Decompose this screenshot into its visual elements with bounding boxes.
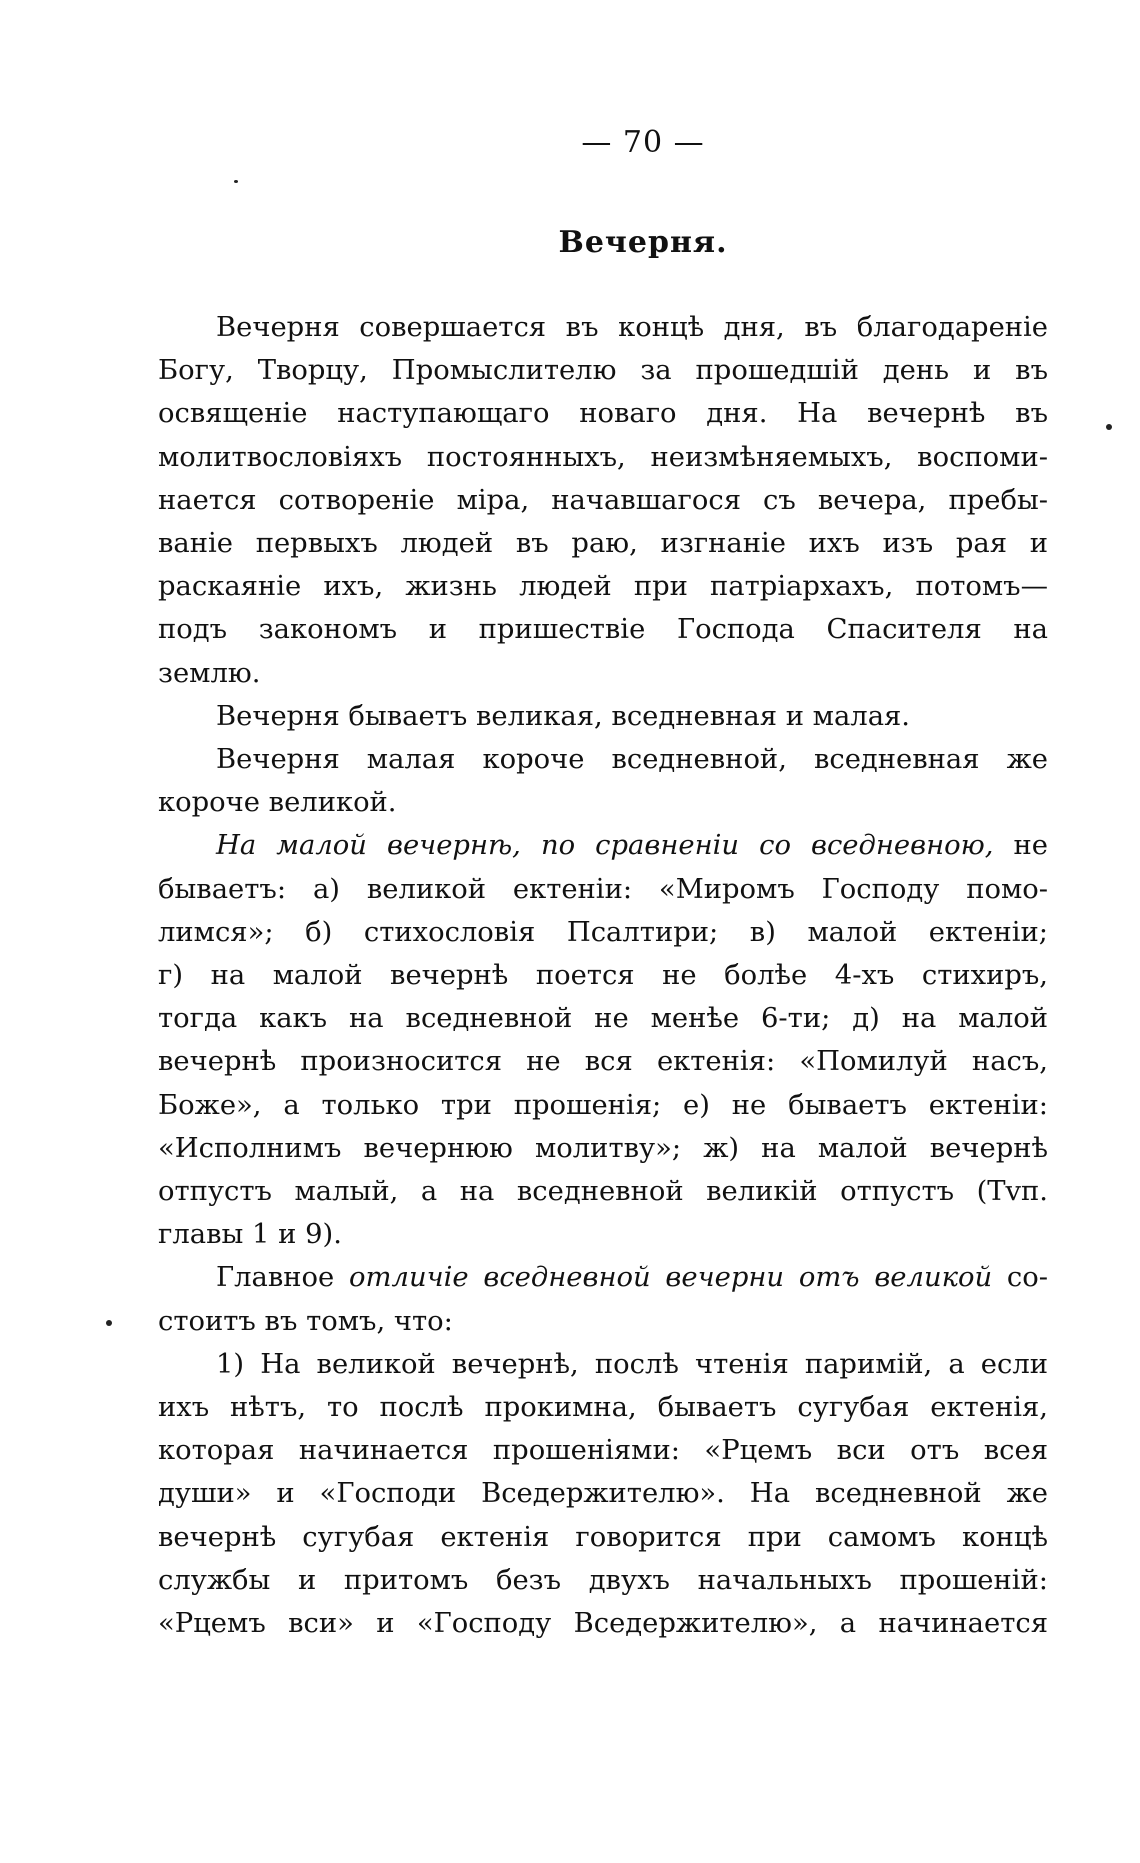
text-line: главы 1 и 9). [158,1219,342,1251]
page-number: — 70 — [581,125,705,160]
paragraph-5 [158,1256,1048,1342]
text-line: бываетъ: а) великой ектеніи: «Миромъ Господу помо- [158,873,1048,905]
scan-speck [234,180,238,183]
text-fragment: не [993,830,1048,862]
text-line: Боже», а только три прошенія; е) не бываетъ ектеніи: [158,1089,1048,1121]
text-line [158,1256,1048,1299]
text-line: Вечерня совершается въ концѣ дня, въ благодареніе [216,312,1048,343]
text-line: короче великой. [158,787,397,819]
paragraph-3 [158,738,1048,824]
text-fragment: со- [992,1262,1048,1294]
text-line: подъ закономъ и пришествіе Господа Спасителя на [158,614,1048,646]
text-line: вечернѣ произносится не вся ектенія: «Помилуй насъ, [158,1046,1048,1078]
text-line: Вечерня бываетъ великая, вседневная и малая. [216,700,911,732]
text-line: освященіе наступающаго новаго дня. На вечернѣ въ [158,398,1048,430]
text-line: вечернѣ сугубая ектенія говорится при самомъ концѣ [158,1521,1048,1553]
text-line: «Рцемъ вси» и «Господу Вседержителю», а начинается [158,1608,1048,1640]
text-line: ихъ нѣтъ, то послѣ прокимна, бываетъ сугубая ектенія, [158,1392,1048,1424]
text-fragment: Главное [216,1262,350,1294]
text-line: стоитъ въ томъ, что: [158,1305,453,1337]
text-line: отпустъ малый, а на вседневной великій отпустъ (Тvп. [158,1176,1048,1208]
text-line: которая начинается прошеніями: «Рцемъ вси отъ всея [158,1435,1048,1467]
body-text [158,306,1048,1645]
text-line: тогда какъ на вседневной не менѣе 6-ти; д) на малой [158,1003,1048,1035]
text-line: «Исполнимъ вечернюю молитву»; ж) на малой вечернѣ [158,1132,1048,1164]
text-line: души» и «Господи Вседержителю». На вседневной же [158,1478,1048,1510]
text-line: 1) На великой вечернѣ, послѣ чтенія паримій, а если [216,1348,1048,1380]
book-page [158,118,1048,1645]
text-line: Вечерня малая короче вседневной, вседневная же [216,744,1048,776]
text-line: г) на малой вечернѣ поется не болѣе 4-хъ стихиръ, [158,960,1048,992]
text-line: ваніе первыхъ людей въ раю, изгнаніе ихъ изъ рая и [158,528,1048,560]
text-line: молитвословіяхъ постоянныхъ, неизмѣняемыхъ, воспоми- [158,441,1048,473]
text-line [158,824,1048,867]
paragraph-6 [158,1343,1048,1645]
paragraph-4 [158,824,1048,1256]
text-line: службы и притомъ безъ двухъ начальныхъ прошеній: [158,1564,1048,1596]
scan-speck [106,1320,112,1326]
scan-speck [1106,424,1112,430]
page-title: Вечерня. [558,225,728,260]
text-line: Богу, Творцу, Промыслителю за прошедшій день и въ [158,355,1048,387]
text-line: землю. [158,657,261,689]
italic-phrase: На малой вечернѣ, по сравненіи со вседневною, [216,830,994,862]
italic-phrase: отличіе вседневной вечерни отъ великой [349,1262,993,1294]
paragraph-2 [158,695,1048,738]
text-line: раскаяніе ихъ, жизнь людей при патріархахъ, потомъ— [158,571,1048,603]
text-line: лимся»; б) стихословія Псалтири; в) малой ектеніи; [158,916,1048,948]
text-line: нается сотвореніе міра, начавшагося съ вечера, пребы- [158,484,1048,516]
paragraph-1 [158,306,1048,695]
